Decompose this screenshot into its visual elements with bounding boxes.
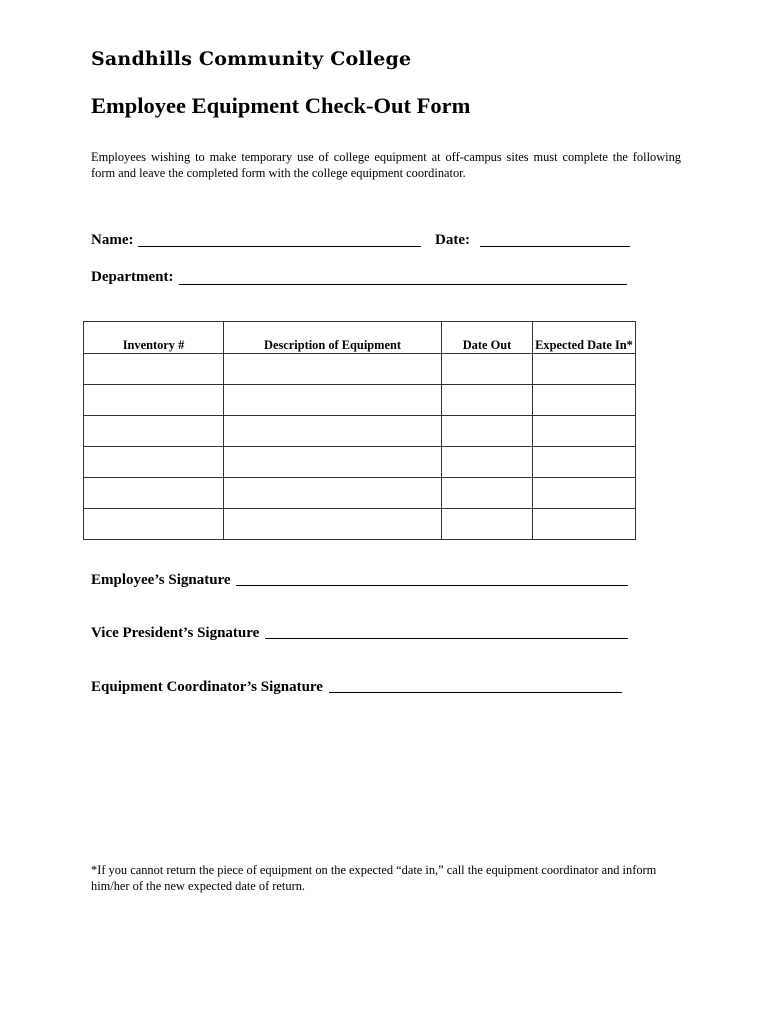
table-cell[interactable] — [84, 354, 224, 385]
date-field[interactable] — [480, 246, 630, 247]
table-row — [84, 509, 636, 540]
name-field[interactable] — [138, 246, 421, 247]
col-description: Description of Equipment — [224, 322, 442, 354]
table-row — [84, 447, 636, 478]
table-cell[interactable] — [224, 385, 442, 416]
table-header-row — [84, 322, 636, 354]
employee-signature-field[interactable] — [236, 585, 628, 586]
table-cell[interactable] — [533, 509, 636, 540]
department-label: Department: — [91, 269, 174, 285]
table-cell[interactable] — [224, 416, 442, 447]
intro-text: Employees wishing to make temporary use of college equipment at off-campus sites must complete the following form and leave the completed form with the college equipment coordinator. — [91, 150, 681, 180]
department-field[interactable] — [179, 284, 627, 285]
table-cell[interactable] — [224, 354, 442, 385]
table-cell[interactable] — [84, 509, 224, 540]
vice-president-signature-field[interactable] — [265, 638, 628, 639]
table-row — [84, 416, 636, 447]
table-cell[interactable] — [442, 509, 533, 540]
table-cell[interactable] — [224, 509, 442, 540]
table-row — [84, 478, 636, 509]
table-cell[interactable] — [533, 416, 636, 447]
table-cell[interactable] — [224, 447, 442, 478]
table-cell[interactable] — [533, 478, 636, 509]
college-name: Sandhills Community College — [91, 48, 412, 70]
name-label: Name: — [91, 232, 134, 248]
table-cell[interactable] — [442, 447, 533, 478]
table-cell[interactable] — [442, 385, 533, 416]
table-cell[interactable] — [442, 354, 533, 385]
table-cell[interactable] — [84, 385, 224, 416]
table-cell[interactable] — [442, 416, 533, 447]
coordinator-signature-label: Equipment Coordinator’s Signature — [91, 679, 323, 695]
equipment-table — [83, 321, 636, 540]
table-cell[interactable] — [533, 447, 636, 478]
col-inventory: Inventory # — [84, 322, 224, 354]
table-cell[interactable] — [533, 385, 636, 416]
table-cell[interactable] — [224, 478, 442, 509]
table-cell[interactable] — [84, 416, 224, 447]
employee-signature-label: Employee’s Signature — [91, 572, 231, 588]
footnote: *If you cannot return the piece of equipment on the expected “date in,” call the equipment coordinator and inform him/her of the new expected date of return. — [91, 863, 657, 893]
col-date-out: Date Out — [442, 322, 533, 354]
table-cell[interactable] — [84, 478, 224, 509]
table-cell[interactable] — [84, 447, 224, 478]
form-title: Employee Equipment Check-Out Form — [91, 93, 471, 118]
col-expected-date-in: Expected Date In* — [533, 322, 636, 354]
table-cell[interactable] — [533, 354, 636, 385]
table-row — [84, 385, 636, 416]
table-cell[interactable] — [442, 478, 533, 509]
coordinator-signature-field[interactable] — [329, 692, 622, 693]
date-label: Date: — [435, 232, 470, 248]
table-row — [84, 354, 636, 385]
vice-president-signature-label: Vice President’s Signature — [91, 625, 260, 641]
